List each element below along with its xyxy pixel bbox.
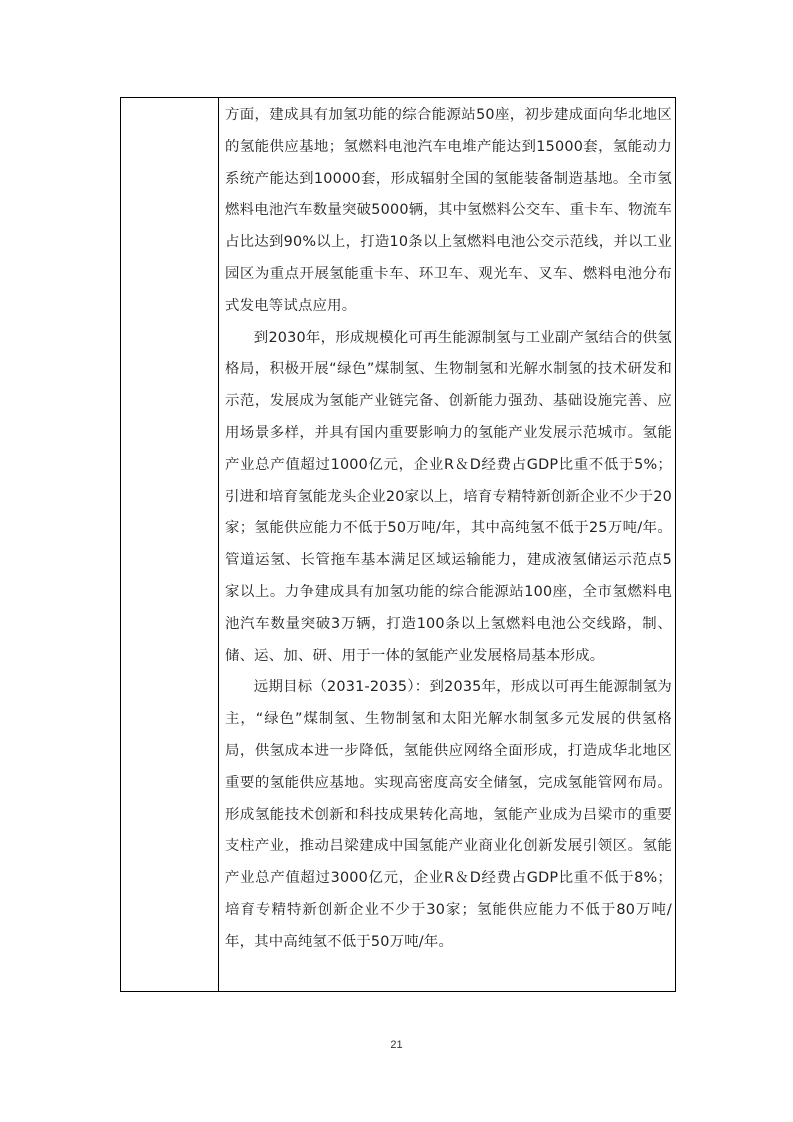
paragraph-2030-goals: 到2030年，形成规模化可再生能源制氢与工业副产氢结合的供氢格局，积极开展“绿色”煤制氢、生物制氢和光解水制氢的技术研发和示范，发展成为氢能产业链完备、创新能力强劲、基础设施完善、应用场景多样，并具有国内重要影响力的氢能产业发展示范城市。氢能产业总产值超过1000亿元，企业R＆D经费占GDP比重不低于5%；引进和培育氢能龙头企业20家以上，培育专精特新创新企业不少于20家；氢能供应能力不低于50万吨/年，其中高纯氢不低于25万吨/年。管道运氢、长管拖车基本满足区域运输能力，建成液氢储运示范点5家以上。力争建成具有加氢功能的综合能源站100座，全市氢燃料电池汽车数量突破3万辆，打造100条以上氢燃料电池公交线路，制、储、运、加、研、用于一体的氢能产业发展格局基本形成。 — [225, 329, 672, 664]
content-table — [120, 97, 676, 992]
page-number: 21 — [390, 1039, 403, 1051]
paragraph-long-term-goals: 远期目标（2031-2035）：到2035年，形成以可再生能源制氢为主，“绿色”煤制氢、生物制氢和太阳光解水制氢多元发展的供氢格局，供氢成本进一步降低，氢能供应网络全面形成，打造成华北地区重要的氢能供应基地。实现高密度高安全储氢，完成氢能管网布局。形成氢能技术创新和科技成果转化高地，氢能产业成为吕梁市的重要支柱产业，推动吕梁建成中国氢能产业商业化创新发展引领区。氢能产业总产值超过3000亿元，企业R＆D经费占GDP比重不低于8%；培育专精特新创新企业不少于30家；氢能供应能力不低于80万吨/年，其中高纯氢不低于50万吨/年。 — [225, 679, 672, 950]
paragraph-continuation: 方面，建成具有加氢功能的综合能源站50座，初步建成面向华北地区的氢能供应基地；氢燃料电池汽车电堆产能达到15000套，氢能动力系统产能达到10000套，形成辐射全国的氢能装备制造基地。全市氢燃料电池汽车数量突破5000辆，其中氢燃料公交车、重卡车、物流车占比达到90%以上，打造10条以上氢燃料电池公交示范线，并以工业园区为重点开展氢能重卡车、环卫车、观光车、叉车、燃料电池分布式发电等试点应用。 — [225, 107, 672, 314]
table-content-cell — [219, 98, 675, 991]
table-label-cell — [121, 98, 219, 991]
